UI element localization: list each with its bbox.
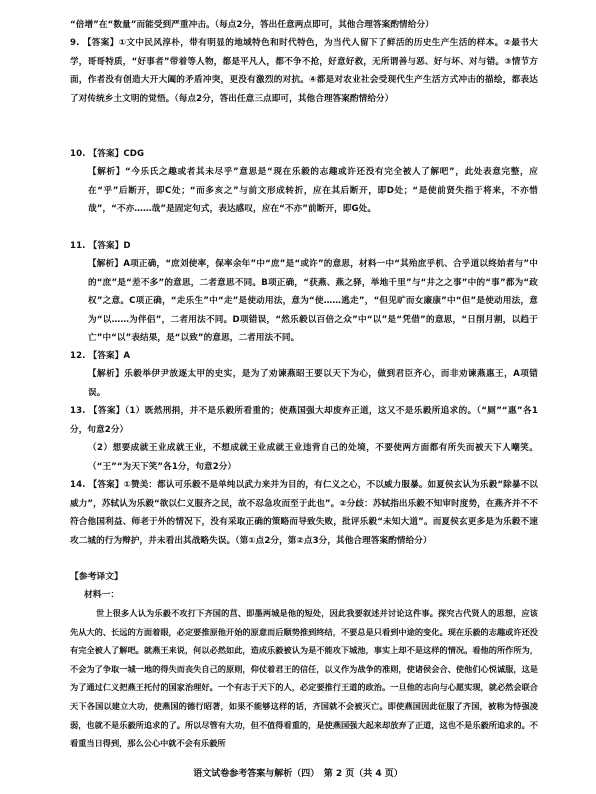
analysis-10: 【解析】“今乐氏之趣或者其未尽乎”意思是“现在乐毅的志趣或许还没有完全被人了解吧”，此处表意完整，应在“乎”后断开，即C处；“而多亥之”与前文形成转折，应在其后断开，即D处；“是使前贤失指于将来，不亦惜哉”，“不亦……哉”是固定句式，表达感叹，应在“不亦”前断开，即G处。 bbox=[88, 167, 538, 215]
continuation-line: “倍增”在“数量”而能受到严重冲击。（每点2分，答出任意两点即可，其他合理答案酌情给分） bbox=[70, 20, 434, 30]
answer-11: 11. 【答案】D bbox=[70, 241, 131, 251]
translation-paragraph: 世上很多人认为乐毅不攻打下齐国的莒、即墨两城是他的短处，因此我要叙述并讨论这件事。探究古代贤人的思想，应该先从大的、长远的方面着眼，必定要推原他开始的原意而后顺势推到终结，不要总是只看到中途的变化。现在乐毅的志趣或许还没有完全被人了解吧。就燕王来说，何以必然如此，造成乐毅被认为是不能攻下城池，事实上却不是这样的情况。看他的所作所为，不会为了争取一城一地的得失而丧失自己的原则，仰仗着君王的信任，以义作为战争的准则，使诸侯会合、使他们心悦诚服，这是为了通过仁义把燕王托付的国家治理好。一个有志于天下的人，必定要推行王道的政治。一旦他的志向与心愿实现，就必然会联合天下各国以建立大功，使燕国的德行昭著，如果不能够这样的话，齐国就不会被灭亡。即使燕国因此征服了齐国，被称为恃强凌弱，也就不是乐毅所追求的了。所以尽管有大功，但不值得看重的，是使燕国强大起来却放弃了正道，这也不是乐毅所追求的。不看重当日得到，那么公心中就不会有乐毅所 bbox=[70, 608, 538, 749]
reference-translation-heading: 【参考译文】 bbox=[70, 572, 123, 582]
material-one-heading: 材料一： bbox=[84, 590, 120, 600]
page-footer: 语文试卷参考答案与解析（四） 第 2 页（共 4 页） bbox=[193, 769, 403, 779]
answer-13-part1: 13. 【答案】（1）既然刑捐，并不是乐毅所看重的；使燕国强大却废弃正道，这又不是乐毅所追求的。（“厕”“惠”各1分，句意2分） bbox=[70, 406, 538, 435]
answer-9: 9. 【答案】①文中民风淳朴，带有明显的地域特色和时代特色，为当代人留下了鲜活的历史生产生活的样本。②最书大学，哥哥特质，“好事者”带着等人物，都是平凡人，都不争不抢，好意好救，无所谓善与恶、好与坏、对与错。③情节方面，作者没有创造大开大阖的矛盾冲突，更没有激烈的对抗。④都是对农业社会受现代生产生活方式冲击的描绘，都表达了对传统乡土文明的觉悟。（每点2分，答出任意三点即可，其他合理答案酌情给分） bbox=[70, 38, 538, 104]
analysis-12: 【解析】乐毅举伊尹放逐太甲的史实，是为了劝谏燕昭王要以天下为心，做到君臣齐心，而非劝谏燕惠王，A项错误。 bbox=[88, 369, 538, 398]
answer-12: 12. 【答案】A bbox=[70, 351, 131, 361]
answer-14: 14. 【答案】①赞美：都认可乐毅不是单纯以武力来并为目的，有仁义之心，不以威力服暴。如夏侯玄认为乐毅“除暴不以威力”，苏轼认为乐毅“欲以仁义服齐之民，故不忍急攻而至于此也”。②分歧：苏轼指出乐毅不知审时度势，在燕齐并不不符合他国利益、师老于外的情况下，没有采取正确的策略而导致失败，批评乐毅“未知大道”。而夏侯玄更多是为乐毅不速攻二城的行为辩护，并未看出其战略失误。（第①点2分，第②点3分，其他合理答案酌情给分） bbox=[70, 480, 539, 546]
answer-10: 10. 【答案】CDG bbox=[70, 149, 145, 159]
answer-13-part2: （2）想要成就王业成就王业，不想成就王业成就王业违背自己的处境，不要使两方面都有所失而被天下人嘲笑。（“王”“为天下笑”各1分，句意2分） bbox=[88, 443, 538, 472]
analysis-11: 【解析】A项正确，“庶刘使率，保率余年”中“庶”是“或许”的意思，材料一中“其殆庶乎机、合乎道以终始者与”中的“庶”是“差不多”的意思，二者意思不同。B项正确，“获燕、燕之驿，举地千里”与“井之之事”中的“事”都为“政权”之意。C项正确，“走乐生”中“走”是使动用法，意为“使……逃走”，“但见旷而女廉康”中“但”是使动用法，意为“以……为伴侣”，二者用法不同。D项错误，“然乐毅以百倍之众”中“以”是“凭借”的意思，“日削月割，以趋于亡”中“以”表结果，是“以致”的意思，二者用法不同。 bbox=[88, 259, 538, 344]
